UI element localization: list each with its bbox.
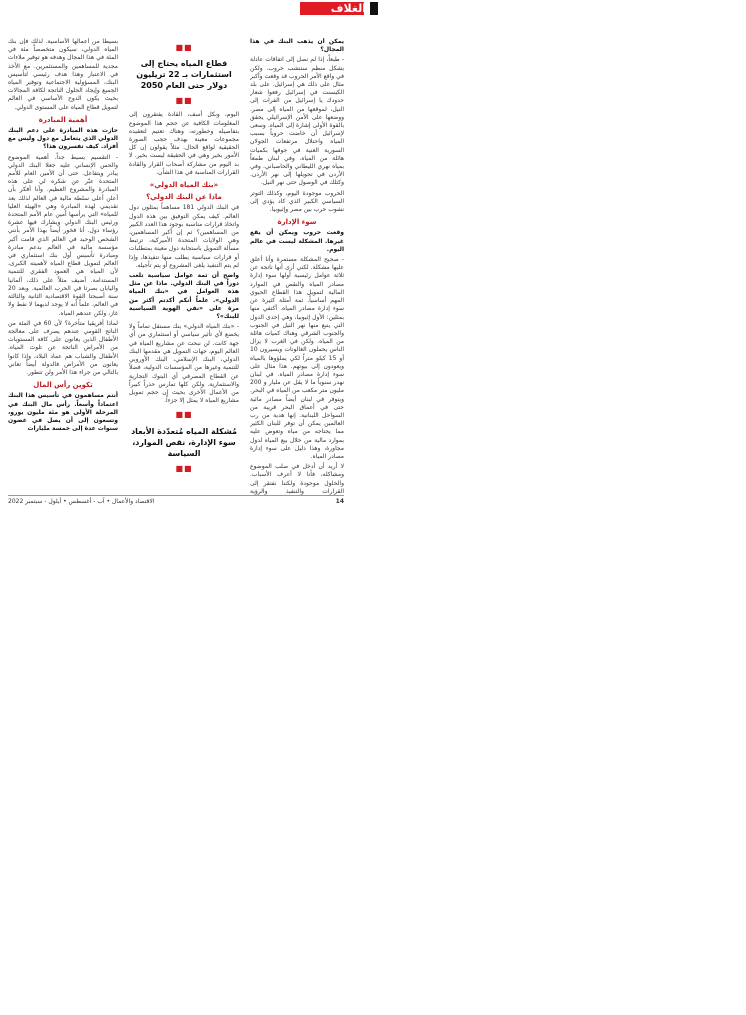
subheading: «بنك المياه الدولي» <box>149 181 219 190</box>
subheading: سوء الإدارة <box>277 218 317 227</box>
section-masthead <box>300 2 378 15</box>
subheading: تكوين رأس المال <box>33 381 93 390</box>
page-number: 14 <box>335 498 344 505</box>
paragraph: في البنك الدولي 181 مساهماً يمثلون دول العالم. كيف يمكن التوفيق بين هذه الدول واتخاذ قرارات مناسبة بوجود هذا العدد الكبير من المساهمين؟ ثم إن أكبر المساهمين، وهي الولايات المتحدة الأميركية، ترتبط مسألة التمويل باستجابة دول معينة بمتطلبات أو قرارات سياسية يطلب منها تنفيذها، وإذا لم يتم التنفيذ يلغى المشروع أو يتم تأجيله. <box>129 204 239 269</box>
ornament-marks: ■■ <box>175 410 193 420</box>
paragraph: - «بنك المياه الدولي» بنك مستقل تماماً ولا يخضع لأي تأثير سياسي أو استثماري من أي جهة كانت. لن نبحث عن مشاريع المياه في العالم اليوم، جهات التمويل هي مقدمها البنك الدولي، البنك الإسلامي، البنك الأوروبي للتنمية وغيرها من المؤسسات الدولية، فضلاً عن القطاع المصرفي أي البنوك التجارية والاستثمارية. ولكن كلها تمارس حذراً كبيراً من الأعمال الأخرى بحيث إن حجم تمويل مشاريع المياه لا يمثل إلا جزءاً. <box>129 323 239 405</box>
page-footer <box>8 495 344 508</box>
publication-info: الاقتصاد والأعمال • آب - أغسطس • أيلول - سبتمبر 2022 <box>8 498 155 505</box>
paragraph: لا أريد أن أدخل في صلب الموضوع ومشاكله، فأنا لا أعرف الأسباب. والحلول موجودة ولكننا نفتقر إلى القرارات والتنفيذ والرؤية <box>250 463 344 495</box>
ornament-marks: ■■ <box>175 96 193 106</box>
question: واضح أن ثمة عوامل سياسية تلعب دوراً في البنك الدولي. ماذا عن مثل هذه العوامل في «بنك المياه الدولي». علماً أنكم أكدتم أكثر من مرة على «نفي الهوية السياسية للبنك»؟ <box>129 272 239 321</box>
question: أنتم مساهمون في تأسيس هذا البنك اعتماداً وأسعاً. رأس مال البنك في المرحلة الأولى هو مئة مليون يورو، وتسعون إلى أن يصل في غضون سنوات عدة إلى خمسة مليارات <box>8 392 118 433</box>
paragraph: - التقسيم بسيط جداً. أهمية الموضوع والحس الإنساني عليه جعلا البنك الدولي يبادر ويتفاعل. حتى أن الأمين العام للأمم المتحدة عبّر عن شكره لي على هذه المبادرة والمشروع العظيم. وأنا أفكر بأن أعلن أعلى سلطة مالية في العالم لذلك بعد تقديمي لهذه المبادرة وهي «الهيئة العليا للمياه» التي يرأسها أمين عام الأمم المتحدة ورئيس البنك الدولي ويشارك فيها عشرة رؤساء دول. أنا فخور أيضاً بهذا الأمر بأنني الشخص الوحيد في العالم الذي قامت أكبر مؤسسة مالية في العالم بدعم مبادرة ومبادرة تأسيس أول بنك استثماري في العالم لتمويل قطاع المياه لأهميته الكبرى، لأن المياه هي العمود الفقري للتنمية المستدامة. أضيف مثلاً على ذلك، ألمانيا واليابان بصرتا في الحرب العالمية. وبعد 20 سنة أصبحتا القوة الاقتصادية الثانية والثالثة في العالم، علماً أنه لا يوجد لديهما لا نفط ولا غاز، ولكن عندهم المياه. <box>8 153 118 317</box>
subheading: ماذا عن البنك الدولي؟ <box>146 193 222 202</box>
paragraph: - طبعاً، إذا لم نصل إلى اتفاقات عادلة بشكل منظم ستنشب حروب. ولكن في واقع الأمر الحروب قد وقعت وأكبر مثال على ذلك هي إسرائيل. على بلد الكيسنت في إسرائيل رفعوا شعار حدودك يا إسرائيل من الفرات إلى النيل، لموقعها من المياه إلى مصر. ووضعها على الأمن الإسرائيلي يحقق بالقوة الأولى إشارة إلى المياه. وسعى لإسرائيل أن خاضت حروباً بسبب المياه واحتلال مرتفعات الجولان السورية الغنية في جوفها بكميات هائلة من المياه. وفي لبنان طمعاً بمياه نهري الليطاني والحاصباني. وفي الأردن في تحويلها إلى نهر الأردن. وكتلك في الوصول حتى نهر النيل. <box>250 56 344 187</box>
question: وقعت حروب ويمكن أن يقع غيرها. المشكلة ليست في عالم اليوم. <box>250 229 344 253</box>
column-left <box>8 38 118 495</box>
paragraph: الحروب موجودة اليوم، وكذلك التوتر السياسي الكبير الذي كاد يؤدي إلى نشوب حرب بين مصر وإثيوبيا. <box>250 189 344 214</box>
masthead-label: الغلاف <box>330 2 366 15</box>
ornament-marks: ■■ <box>175 463 193 473</box>
pull-quote-headline: مُشكلة المياه مُتعدّدة الأبعاد سوء الإدارة، نقص الموارد، السياسة <box>131 426 237 458</box>
question: يمكن أن يذهب البنك في هذا المجال؟ <box>250 38 344 54</box>
question: حازت هذه المبادرة على دعم البنك الدولي الذي يتعامل مع دول وليس مع أفراد. كيف تفسرون هذا؟ <box>8 127 118 151</box>
paragraph: بسيطاً من أعمالها الأساسية. لذلك فإن بنك المياه الدولي، سيكون متخصصاً مئة في المئة في هذا المجال وهدفه هو توفير ملاءات مجدية للمساهمين والمستثمرين. مع الأخذ في الاعتبار وهذا هدف رئيسي لتأسيس البنك، المسؤولية الاجتماعية وتوفير المياه الجميع وإيجاد الحلول الناتجة لكافة المجالات بحيث يكون الدوح الأساسي في العالم لتمويل قطاع المياه على المستوى الدولي. <box>8 38 118 111</box>
paragraph: اليوم، وبكل أسف، القادة يفتقرون إلى المعلومات الكافية عن حجم هذا الموضوع بتفاصيله وخطورته، وهناك تعتيم لتعقيده مجموعات معينة بهدف حجب الصورة الحقيقية لواقع الحال. مثلاً يقولون إن كل الأمور بخير وهي في الحقيقة ليست بخير. لا بد اليوم من مشاركة أصحاب القرار والقادة القرارات المناسبة في هذا الشأن. <box>129 111 239 176</box>
subheading: أهمية المبادرة <box>38 115 88 124</box>
column-right <box>250 38 344 495</box>
paragraph: - صحيح المشكلة مستمرة وأنا أعلق عليها مشكلة. لكني أرى أنها ناتجة عن ثلاثة عوامل رئيسية أولها سوء إدارة مصادر المياه والنقص في الموارد المالية لتمويل هذا القطاع الحيوي المهم أساسياً. ثمة أمثلة كثيرة عن سوء إدارة مصادر المياه. أكتفي منها بمثلين: الأول إثيوبيا، وهي إحدى الدول التي ينبع منها نهر النيل في الجنوب والجنوب الشرقي وهناك كميات هائلة من المياه. ولكن في الغرب لا يزال الناس يحملون الغالونات ويسيرون 10 أو 15 كيلو متراً لكي يملؤوها بالمياه ويعودون إلى بيوتهم. هذا مثال على سوء إدارة مصادر المياه. في لبنان نهدر سنوياً ما لا يقل عن مليار و 200 مليون متر مكعب من المياه في البحر. ويتوفر في لبنان أيضاً مصادر مائية حتى في أعماق البحر قريبة من السواحل اللبنانية. إنها هدية من رب العالمين يمكن أن توفر للبنان الكثير مما يحتاجه من مياه وتعوض عليه بموارد مالية من خلال بيع المياه لدول مجاورة، وهذا دليل على سوء إدارة مصادر المياه. <box>250 256 344 460</box>
column-middle <box>129 38 239 495</box>
masthead-black-bar <box>370 2 378 15</box>
paragraph: لماذا أفريقيا متأخرة؟ لأن 60 في المئة من الناتج القومي عندهم يصرف على معالجة الأطفال الذين يعانون على كافة المستويات من الأمراض الناتجة عن تلوث المياه. الأطفال والشباب هم عماد البلاد، وإذا كانوا يعانون من الأمراض فالدولة أيضاً تعاني بالتالي من جراء هذا الأمر ولن تتطور. <box>8 319 118 376</box>
ornament-marks: ■■ <box>175 43 193 52</box>
pull-quote-headline: قطاع المياه يحتاج إلى استثمارات بـ 22 تريليون دولار حتى العام 2050 <box>136 59 232 91</box>
